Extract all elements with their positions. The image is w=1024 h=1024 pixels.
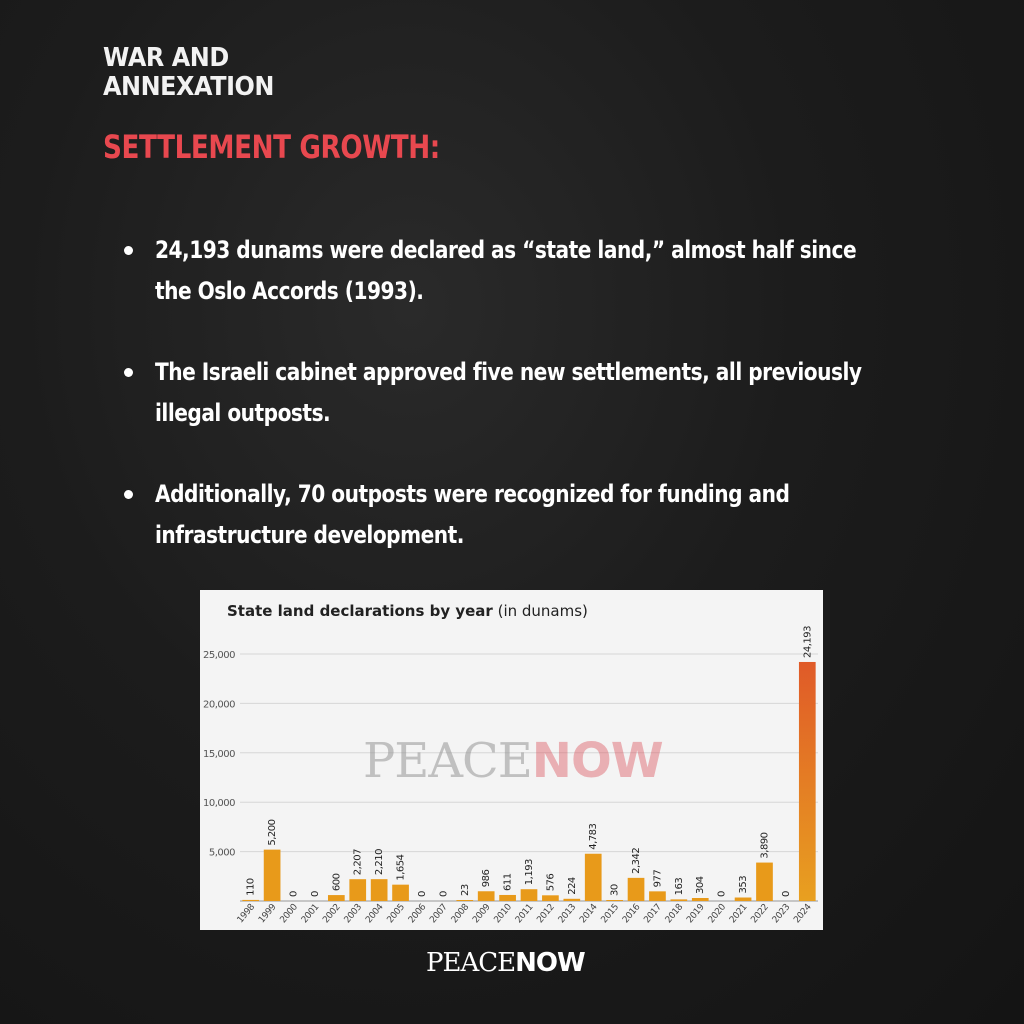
y-tick-label: 25,000 — [203, 650, 235, 661]
data-label: 1,654 — [395, 854, 407, 881]
bar — [692, 898, 709, 901]
x-tick-label: 2000 — [278, 902, 300, 926]
x-tick-label: 2020 — [706, 902, 728, 926]
bar — [478, 891, 495, 901]
bar — [671, 899, 688, 901]
x-tick-label: 2007 — [428, 902, 450, 926]
bullet-item — [122, 230, 882, 312]
x-tick-label: 2023 — [770, 902, 793, 926]
data-label: 2,342 — [631, 847, 643, 874]
data-label: 5,200 — [267, 819, 279, 846]
x-tick-label: 2002 — [321, 902, 343, 926]
data-label: 163 — [673, 877, 685, 896]
data-label: 986 — [481, 869, 493, 888]
x-tick-label: 2024 — [792, 902, 814, 926]
bar — [585, 854, 602, 901]
bar — [542, 895, 559, 901]
data-label: 304 — [695, 876, 707, 894]
bullet-dot — [124, 368, 133, 377]
x-tick-label: 1999 — [257, 902, 279, 926]
x-tick-label: 2015 — [599, 902, 621, 926]
x-tick-label: 2009 — [471, 902, 493, 926]
y-tick-label: 15,000 — [203, 748, 235, 760]
data-label: 3,890 — [759, 832, 771, 859]
bar — [649, 891, 666, 901]
data-label: 1,193 — [524, 859, 535, 886]
y-tick-label: 5,000 — [208, 847, 235, 859]
x-tick-label: 2018 — [663, 902, 686, 926]
bullet-dot — [124, 490, 133, 499]
x-tick-label: 2011 — [513, 902, 536, 926]
x-tick-label: 2019 — [685, 902, 707, 926]
x-tick-label: 2012 — [535, 902, 557, 926]
data-label: 224 — [566, 877, 578, 895]
x-tick-label: 2022 — [749, 902, 771, 926]
data-label: 2,210 — [374, 849, 386, 876]
x-tick-label: 1998 — [235, 902, 258, 926]
bullet-item — [122, 474, 882, 556]
bar — [371, 879, 388, 901]
data-label: 0 — [309, 891, 321, 897]
data-label: 4,783 — [588, 823, 600, 850]
x-tick-label: 2021 — [728, 902, 750, 926]
x-tick-label: 2016 — [620, 902, 643, 926]
data-label: 611 — [502, 873, 514, 891]
bar — [349, 879, 366, 901]
section-kicker — [103, 44, 274, 102]
x-tick-label: 2008 — [449, 902, 472, 926]
bar — [735, 898, 752, 901]
bar — [499, 895, 516, 901]
bullet-text: 24,193 dunams were declared as “state land,” almost half since the Oslo Accords (1993). — [155, 236, 857, 305]
y-tick-label: 20,000 — [203, 699, 235, 711]
data-label: 2,207 — [352, 849, 364, 876]
kicker-line-1: WAR AND — [103, 43, 229, 73]
x-tick-label: 2014 — [578, 902, 600, 926]
kicker-line-2: ANNEXATION — [103, 72, 274, 102]
footer-logo-part-1: PEACE — [426, 948, 516, 978]
bar — [392, 885, 409, 901]
x-tick-label: 2004 — [364, 902, 386, 926]
bullet-dot — [124, 246, 133, 255]
data-label: 0 — [780, 891, 792, 897]
data-label: 0 — [416, 891, 428, 897]
bar — [242, 900, 259, 901]
data-label: 0 — [716, 891, 728, 897]
bullet-list — [122, 230, 882, 596]
watermark-part-1: PEACE — [363, 733, 532, 789]
data-label: 23 — [459, 884, 471, 896]
x-tick-label: 2013 — [556, 902, 579, 926]
bar — [799, 662, 816, 901]
bullet-item — [122, 352, 882, 434]
data-label: 30 — [609, 884, 621, 896]
data-label: 576 — [545, 873, 557, 892]
bar — [456, 900, 473, 901]
chart-title-main: State land declarations by year — [227, 602, 493, 620]
watermark-logo — [363, 733, 663, 789]
data-label: 977 — [652, 869, 664, 888]
bar — [606, 900, 623, 901]
watermark-part-2: NOW — [531, 733, 663, 789]
data-label: 0 — [288, 891, 300, 897]
footer-logo — [426, 948, 585, 978]
x-tick-label: 2006 — [406, 902, 429, 926]
chart-card — [200, 590, 823, 930]
bullet-text: The Israeli cabinet approved five new settlements, all previously illegal outposts. — [155, 358, 862, 427]
bar — [264, 850, 281, 901]
x-tick-label: 2001 — [299, 902, 322, 926]
data-label: 110 — [245, 878, 257, 896]
data-label: 0 — [438, 891, 450, 897]
bullet-text: Additionally, 70 outposts were recognized for funding and infrastructure development. — [155, 480, 790, 549]
data-label: 24,193 — [802, 625, 814, 658]
bar — [328, 895, 345, 901]
footer-logo-part-2: NOW — [515, 948, 585, 978]
bar — [563, 899, 580, 901]
data-label: 600 — [331, 873, 343, 892]
x-tick-label: 2017 — [642, 902, 664, 926]
x-tick-label: 2010 — [492, 902, 514, 926]
x-tick-label: 2003 — [342, 902, 365, 926]
bar — [521, 889, 538, 901]
y-tick-label: 10,000 — [203, 798, 235, 810]
x-tick-label: 2005 — [385, 902, 407, 926]
data-label: 353 — [738, 875, 750, 894]
chart-title-suffix: (in dunams) — [497, 602, 588, 620]
bar — [756, 863, 773, 901]
headline: SETTLEMENT GROWTH: — [103, 128, 440, 166]
bar — [628, 878, 645, 901]
